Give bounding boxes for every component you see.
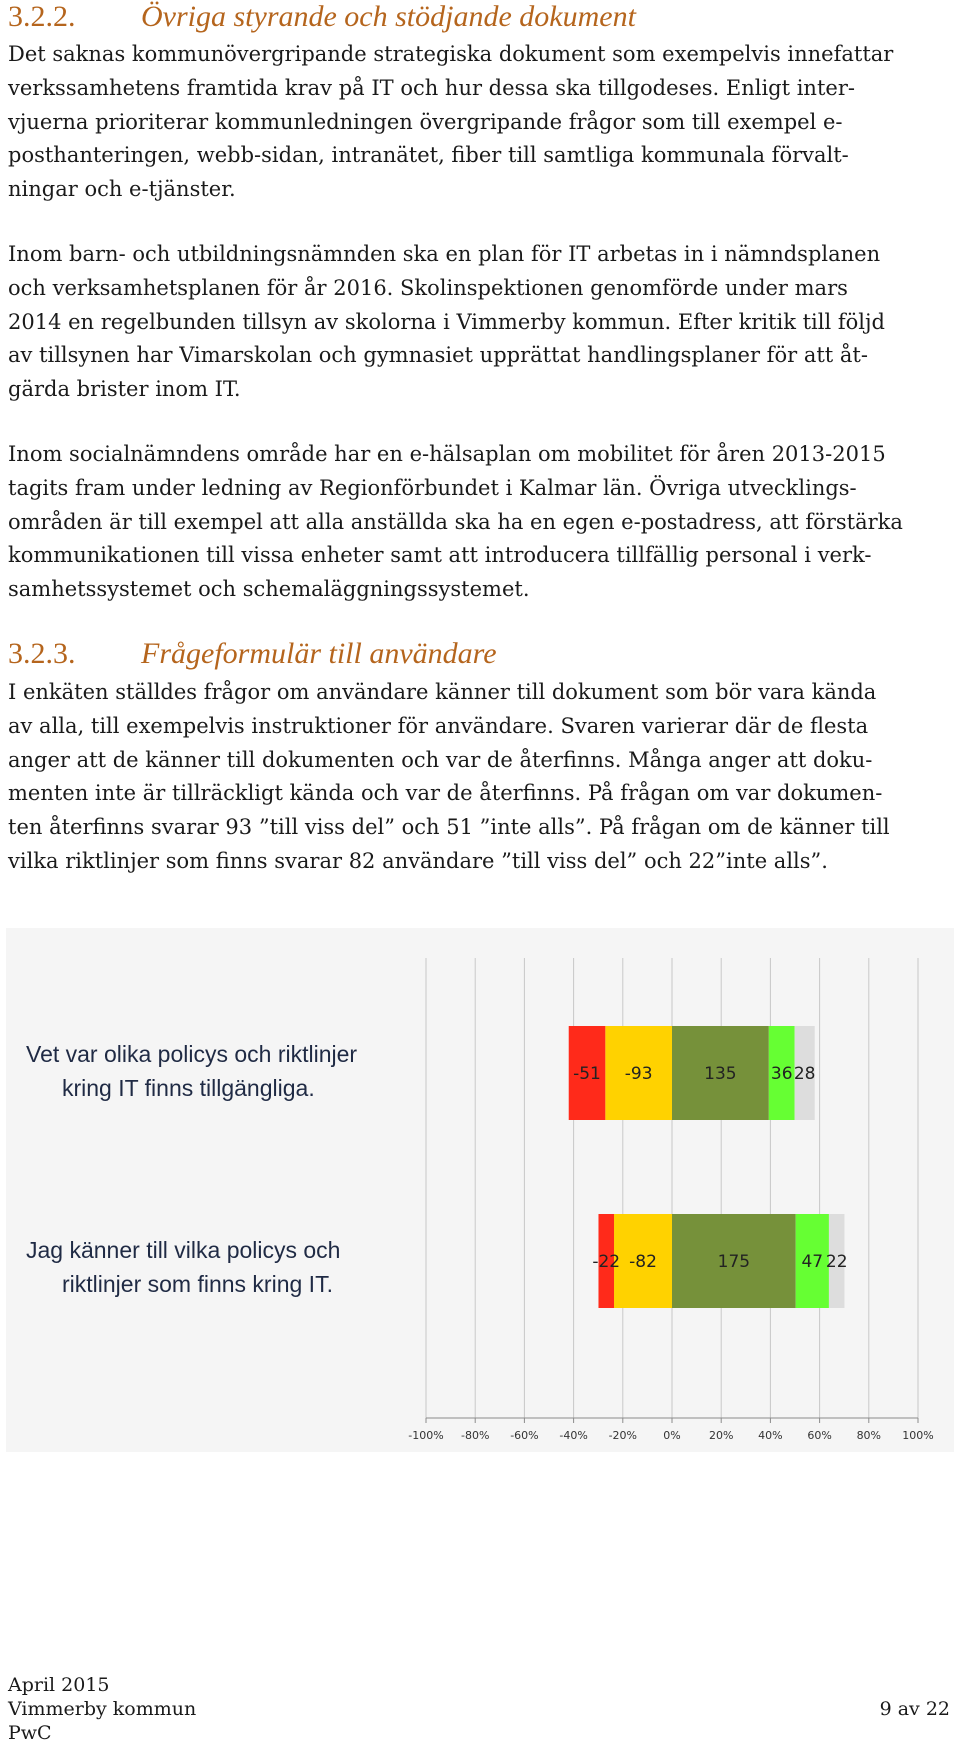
section-heading-3-2-2	[8, 0, 636, 34]
footer-date: April 2015	[8, 1674, 110, 1696]
section-title: Övriga styrande och stödjande dokument	[141, 0, 636, 33]
bar-value-label: 22	[825, 1252, 848, 1272]
footer-brand: PwC	[8, 1722, 52, 1744]
text-line: gärda brister inom IT.	[8, 377, 241, 402]
category-label: riktlinjer som finns kring IT.	[62, 1271, 333, 1297]
category-label: kring IT finns tillgängliga.	[62, 1075, 315, 1101]
section-heading-3-2-3	[8, 637, 497, 671]
x-tick-label: 0%	[663, 1429, 681, 1442]
text-line: kommunikationen till vissa enheter samt att introducera tillfällig personal i verk-	[8, 543, 872, 568]
text-line: 2014 en regelbunden tillsyn av skolorna i Vimmerby kommun. Efter kritik till följd	[8, 309, 885, 334]
text-line: av tillsynen har Vimarskolan och gymnasiet upprättat handlingsplaner för att åt-	[8, 343, 868, 368]
section-number: 3.2.2.	[8, 0, 76, 33]
text-line: menten inte är tillräckligt kända och var de återfinns. På frågan om var dokumen-	[8, 781, 883, 806]
section-number: 3.2.3.	[8, 637, 76, 670]
text-line: av alla, till exempelvis instruktioner för användare. Svaren varierar där de flesta	[8, 713, 869, 738]
bar-value-label: -51	[573, 1064, 601, 1084]
x-tick-label: -80%	[460, 1429, 490, 1442]
paragraph-education-board	[8, 238, 954, 407]
bar-value-label: -22	[592, 1252, 621, 1272]
bar-value-label: 28	[793, 1064, 816, 1084]
text-line: posthanteringen, webb-sidan, intranätet, fiber till samtliga kommunala förvalt-	[8, 143, 849, 168]
x-tick-label: -40%	[559, 1429, 588, 1442]
text-line: ningar och e-tjänster.	[8, 177, 236, 202]
paragraph-strategic-documents	[8, 38, 954, 207]
text-line: och verksamhetsplanen för år 2016. Skolinspektionen genomförde under mars	[8, 275, 848, 300]
category-label: Vet var olika policys och riktlinjer	[26, 1041, 358, 1067]
category-label: Jag känner till vilka policys och	[26, 1237, 341, 1263]
paragraph-social-board	[8, 438, 954, 607]
text-line: vjuerna prioriterar kommunledningen övergripande frågor som till exempel e-	[8, 109, 843, 134]
x-tick-label: -100%	[408, 1429, 444, 1442]
survey-chart	[6, 928, 954, 1452]
bar-value-label: -93	[624, 1064, 653, 1084]
footer-org: Vimmerby kommun	[8, 1698, 197, 1720]
x-tick-label: 80%	[856, 1429, 882, 1442]
bar-value-label: -82	[629, 1252, 657, 1272]
x-tick-label: 60%	[807, 1429, 832, 1442]
text-line: vilka riktlinjer som finns svarar 82 användare ”till viss del” och 22”inte alls”.	[8, 848, 828, 873]
bar-value-label: 36	[770, 1064, 793, 1084]
bar-value-label: 135	[704, 1064, 737, 1084]
x-tick-label: 20%	[708, 1429, 734, 1442]
text-line: områden är till exempel att alla anställda ska ha en egen e-postadress, att förstärka	[8, 509, 903, 534]
bar-value-label: 47	[801, 1252, 824, 1272]
section-title: Frågeformulär till användare	[141, 637, 497, 670]
x-tick-label: -20%	[608, 1429, 638, 1442]
x-tick-label: 40%	[758, 1429, 783, 1442]
text-line: Inom barn- och utbildningsnämnden ska en plan för IT arbetas in i nämndsplanen	[8, 242, 881, 266]
text-line: verkssamhetens framtida krav på IT och hur dessa ska tillgodeses. Enligt inter-	[8, 75, 855, 100]
text-line: Inom socialnämndens område har en e-hälsaplan om mobilitet för åren 2013-2015	[8, 442, 886, 466]
text-line: samhetssystemet och schemaläggningssystemet.	[8, 577, 530, 602]
text-line: Det saknas kommunövergripande strategiska dokument som exempelvis innefattar	[8, 42, 894, 66]
survey-chart-svg	[6, 928, 954, 1452]
text-line: ten återfinns svarar 93 ”till viss del” och 51 ”inte alls”. På frågan om de känner till	[8, 815, 890, 840]
paragraph-user-survey	[8, 676, 954, 879]
text-line: tagits fram under ledning av Regionförbundet i Kalmar län. Övriga utvecklings-	[8, 475, 857, 500]
x-tick-label: 100%	[902, 1429, 934, 1442]
text-line: I enkäten ställdes frågor om användare känner till dokument som bör vara kända	[8, 680, 877, 704]
x-tick-label: -60%	[510, 1429, 539, 1442]
text-line: anger att de känner till dokumenten och var de återfinns. Många anger att doku-	[8, 747, 873, 772]
page-number: 9 av 22	[879, 1698, 950, 1720]
bar-value-label: 175	[717, 1252, 751, 1272]
